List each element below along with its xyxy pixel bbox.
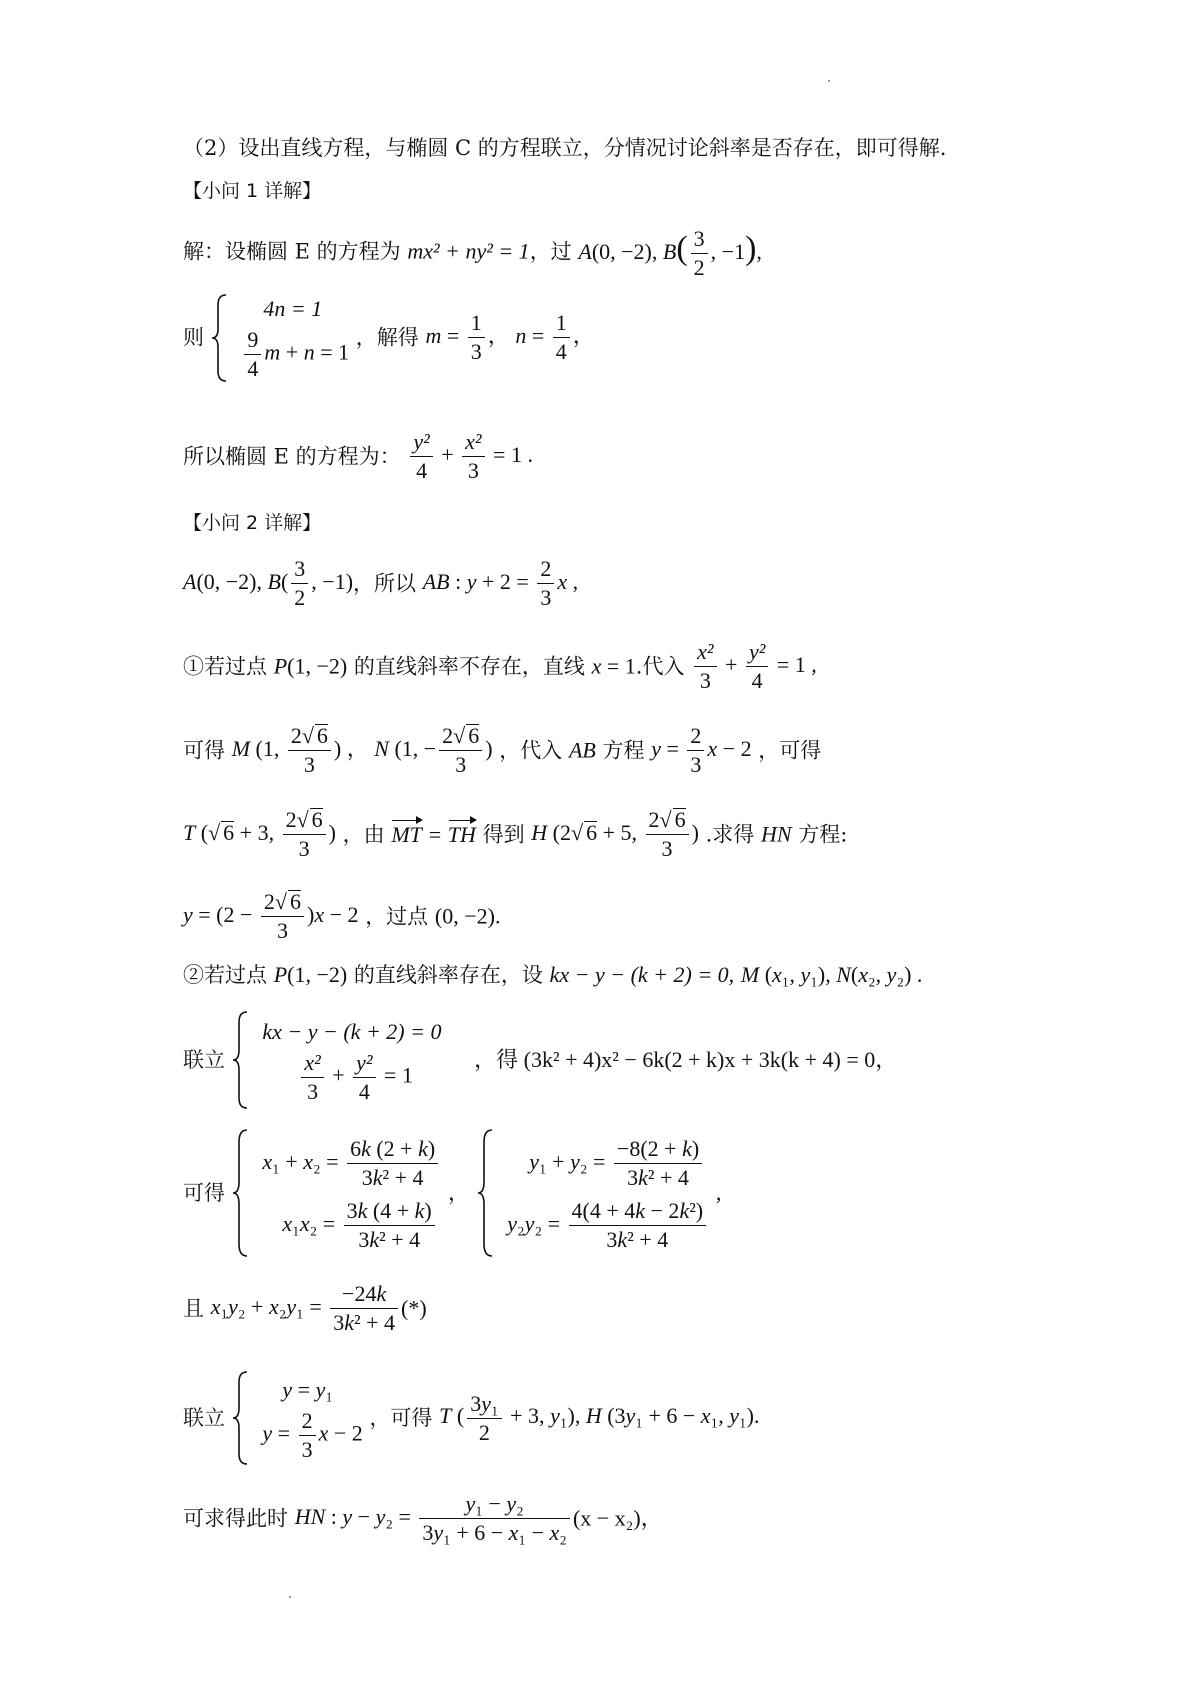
left-brace-icon (232, 1010, 250, 1110)
q1-result: 所以椭圆 E 的方程为： $\frac{\text{y²}}{4}$ + $\frac{\text{x²}}{3}$ = 1 . (183, 429, 533, 483)
q1-system: 则 4n = 1 $\frac{9}{4}$ m + n = 1 ，解得 m = $\frac{1}{3}$ ， n = $\frac{1}{4}$ ， (183, 292, 595, 383)
hn-final-line: 可求得此时 HN : y − y₂ = $\frac{\text{y₁ − y₂}}{\text{3y₁ + 6 − x₁ − x₂}}$ (x − x₂)， (183, 1491, 663, 1545)
vieta-system: 可得 x₁ + x₂ = $\frac{6k (2 + k)}{\text{3k² + 4}}$ x₁x₂ = $\frac{3k (4 + k)}{\text{3k² + 4}}$ ， y₁ + y₂ = $\frac{-8(2 + k)}{\text{3k² + 4}}$ y₂y₂ = $\frac{\text{4(4 + 4k − 2k²)}}{\text{3k² + 4}}$ , (183, 1128, 721, 1258)
left-brace-icon (477, 1128, 495, 1258)
case1-hn-line: y = (2 − $\frac{2√ 6}{3}$ )x − 2 ，过点 (0, −2). (183, 889, 501, 943)
left-brace-icon (232, 1128, 250, 1258)
case1-mn-line: 可得 M (1, $\frac{2√ 6}{3}$ ) ， N (1, − $\frac{2√ 6}{3}$ ) ，代入 AB 方程 y = $\frac{2}{3}$ x − 2 ，可得 (183, 723, 822, 777)
q2-header: 【小问 2 详解】 (183, 512, 322, 534)
scan-mark (828, 80, 830, 82)
case1-th-line: T (√ 6 + 3, $\frac{2√ 6}{3}$ ) ，由 MT = TH 得到 H (2√ 6 + 5, $\frac{2√ 6}{3}$ ) .求得 HN 方程: (183, 807, 848, 861)
case1-line: ①若过点 P(1, −2) 的直线斜率不存在，直线 x = 1.代入 $\frac{\text{x²}}{3}$ + $\frac{\text{y²}}{4}$ = 1 , (183, 639, 817, 693)
left-brace-icon (211, 293, 229, 383)
case2-line: ②若过点 P(1, −2) 的直线斜率存在，设 kx − y − (k + 2) = 0, M (x₁, y₁), N(x₂, y₂) . (183, 962, 923, 987)
intro-text: （2）设出直线方程，与椭圆 C 的方程联立，分情况讨论斜率是否存在，即可得解. (183, 136, 947, 160)
cross-sum-line: 且 x₁y₂ + x₂y₁ = $\frac{-24k}{\text{3k² + 4}}$ (*) (183, 1281, 427, 1335)
q1-header: 【小问 1 详解】 (183, 180, 322, 202)
case2-system: 联立 kx − y − (k + 2) = 0 $\frac{\text{x²}}{3}$ + $\frac{\text{y²}}{4}$ = 1 ，得 (3k² + 4)x² − 6k(2 + k)x + 3k(k + 4) = 0， (183, 1010, 897, 1110)
q1-setup: 解：设椭圆 E 的方程为 mx² + ny² = 1，过 A(0, −2), B( $\frac{3}{2}$ , −1), (183, 226, 762, 280)
left-brace-icon (232, 1370, 250, 1466)
q2-line-ab: A(0, −2), B( $\frac{3}{2}$ , −1)，所以 AB : y + 2 = $\frac{2}{3}$ x , (183, 556, 579, 610)
th-system: 联立 y = y₁ y = $\frac{2}{3}$ x − 2 ，可得 T ( $\frac{\text{3y₁}}{2}$ + 3, y₁), H (3y₁ + 6 − x₁, y₁). (183, 1370, 760, 1466)
scan-mark (289, 1596, 291, 1598)
